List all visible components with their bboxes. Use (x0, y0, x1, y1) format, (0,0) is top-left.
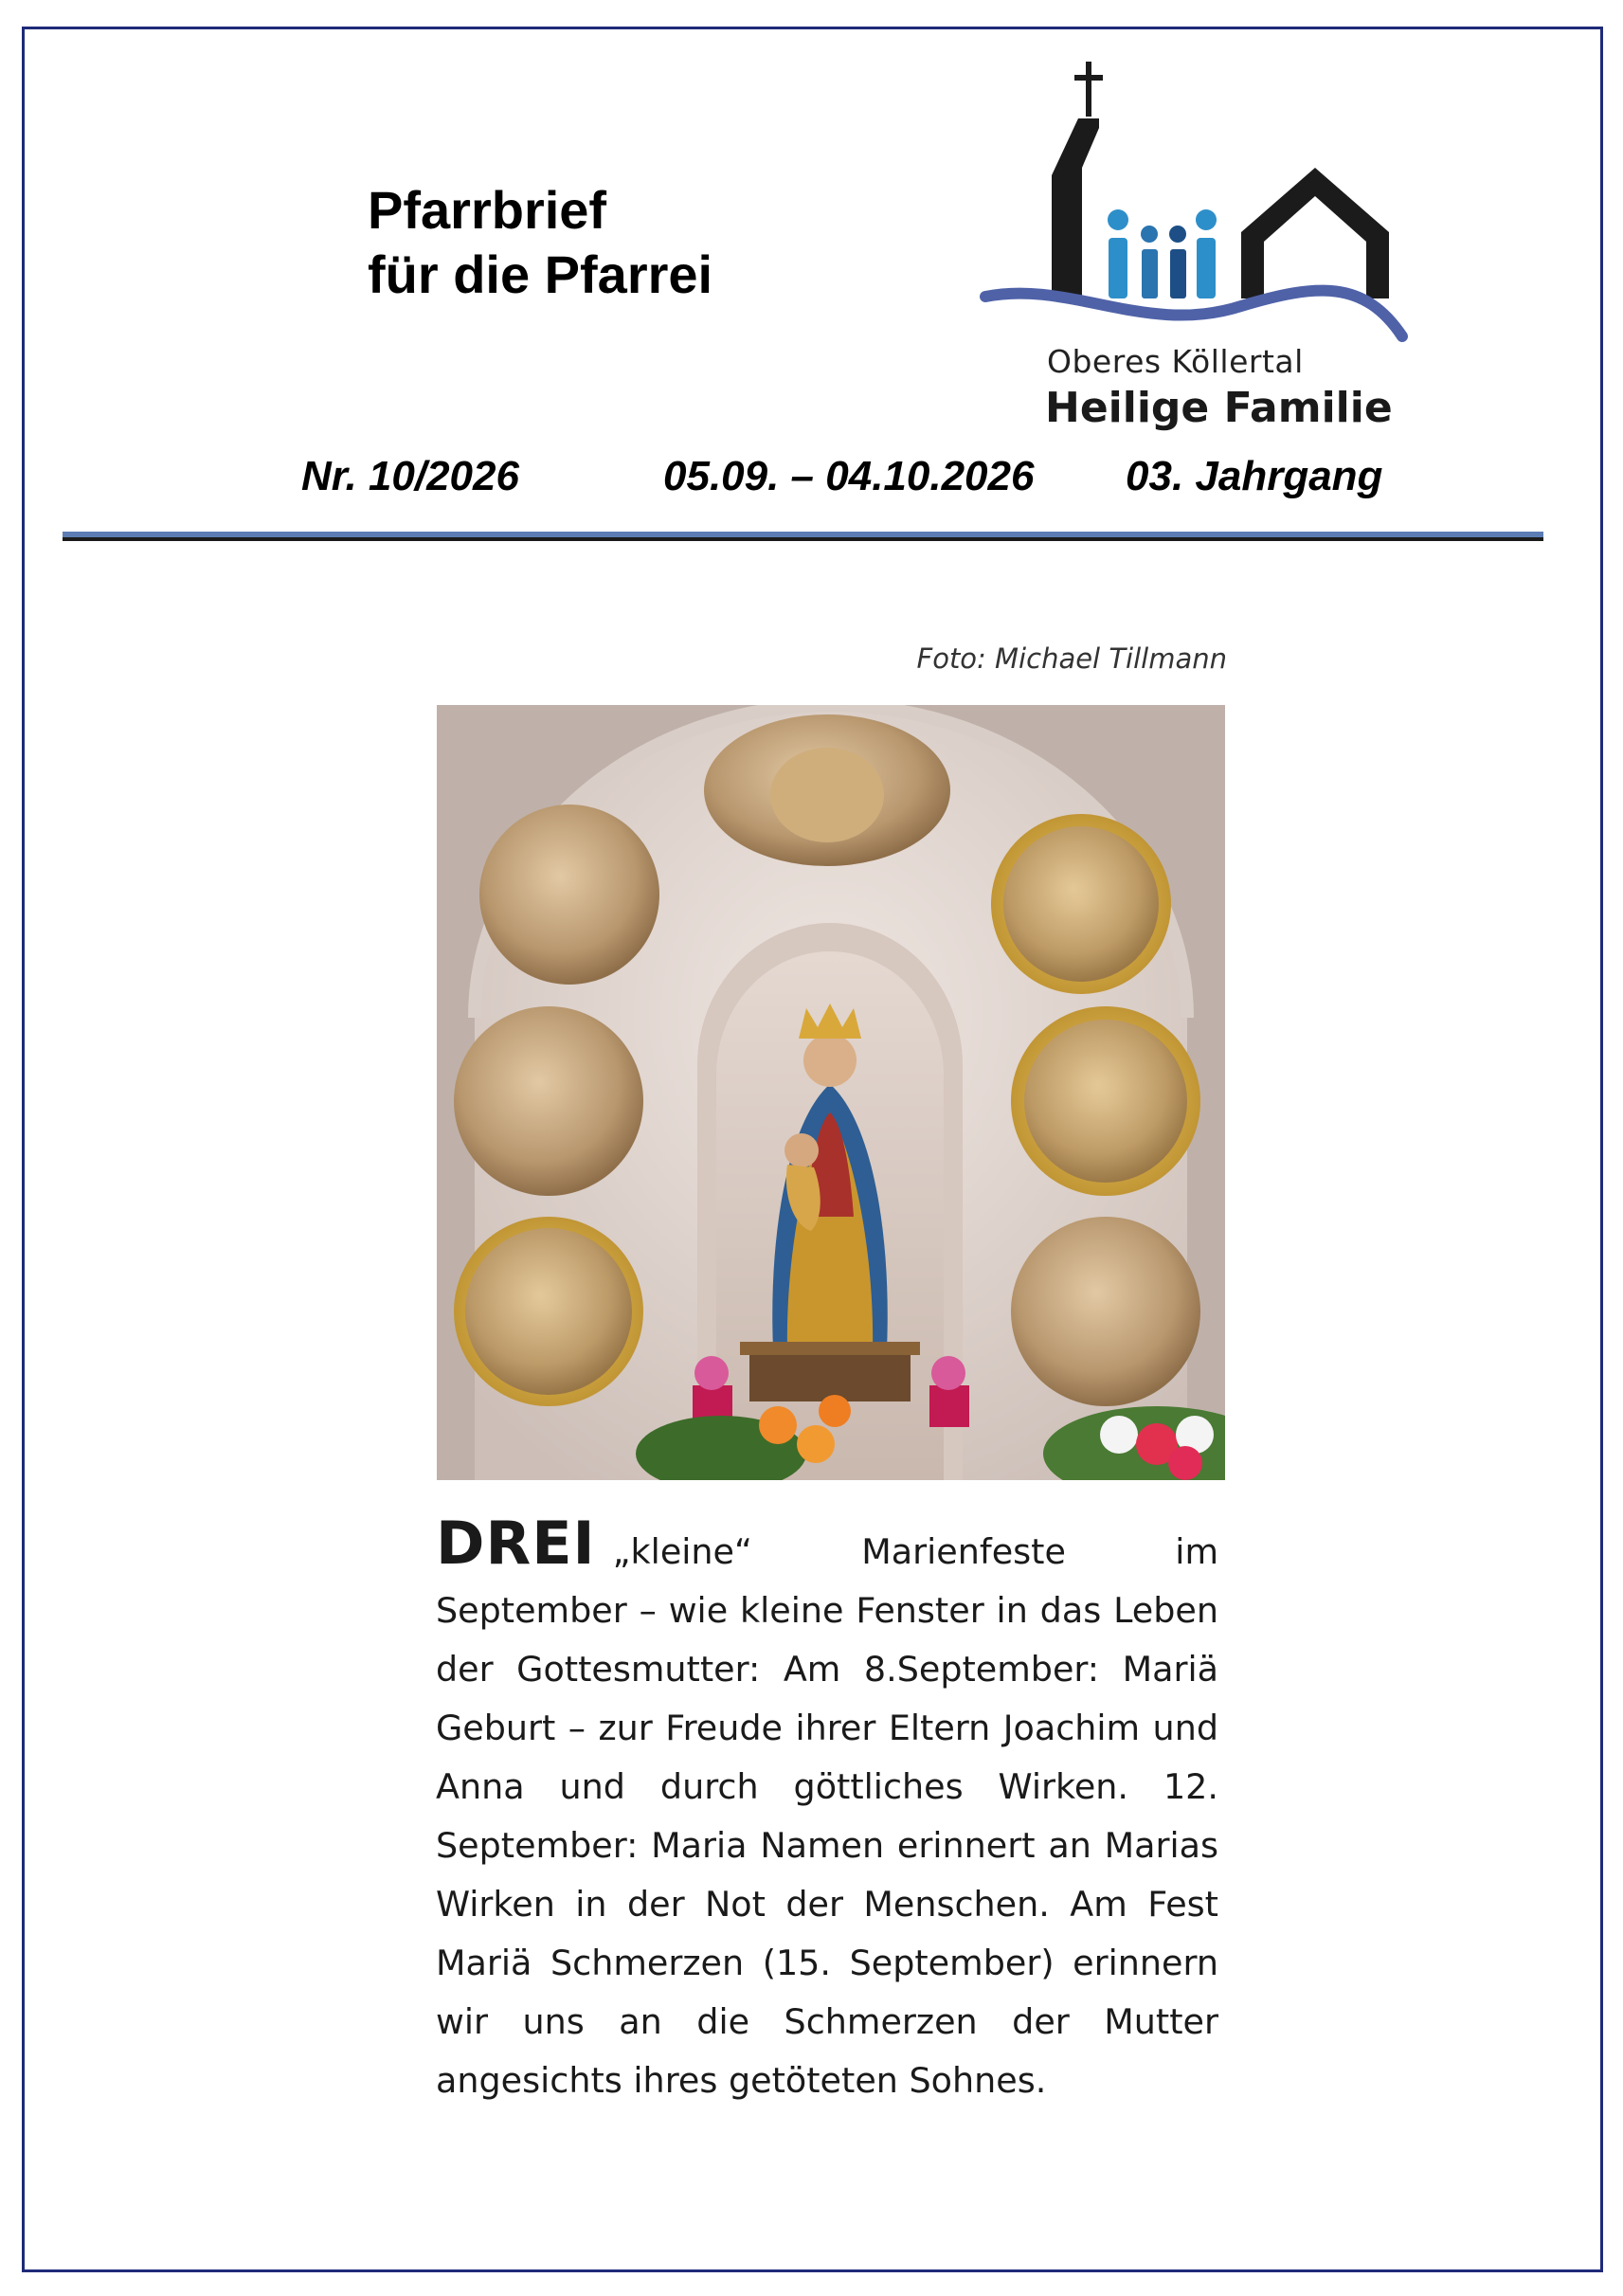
photo-credit: Foto: Michael Tillmann (916, 642, 1227, 675)
article-lead: DREI (436, 1509, 596, 1578)
logo-name: Heilige Familie (1045, 384, 1393, 432)
issue-info-row (0, 453, 1623, 510)
article-body: „kleine“ Marienfeste im September – wie kleine Fenster in das Leben der Gottesmutter: Am 8.September: Mariä Geburt – zur Freude ihrer Eltern Joachim und Anna und durch göttliches Wirken. 12. September: Maria Namen erinnert an Marias Wirken in der Not der Menschen. Am Fest Mariä Schmerzen (15. September) erinnern wir uns an die Schmerzen der Mutter angesichts ihres getöteten Sohnes. (436, 1531, 1218, 2101)
altar-madonna-medallions-photo (437, 705, 1225, 1480)
title-line-1: Pfarrbrief (368, 180, 607, 240)
page-title (368, 178, 712, 307)
logo-subtitle: Oberes Köllertal (1047, 343, 1304, 380)
title-line-2: für die Pfarrei (368, 244, 713, 304)
article-text (436, 1509, 1218, 2110)
issue-volume: 03. Jahrgang (1126, 453, 1383, 499)
issue-number: Nr. 10/2026 (301, 453, 519, 499)
header-rule-dark (63, 537, 1543, 541)
issue-dates: 05.09. – 04.10.2026 (663, 453, 1035, 499)
